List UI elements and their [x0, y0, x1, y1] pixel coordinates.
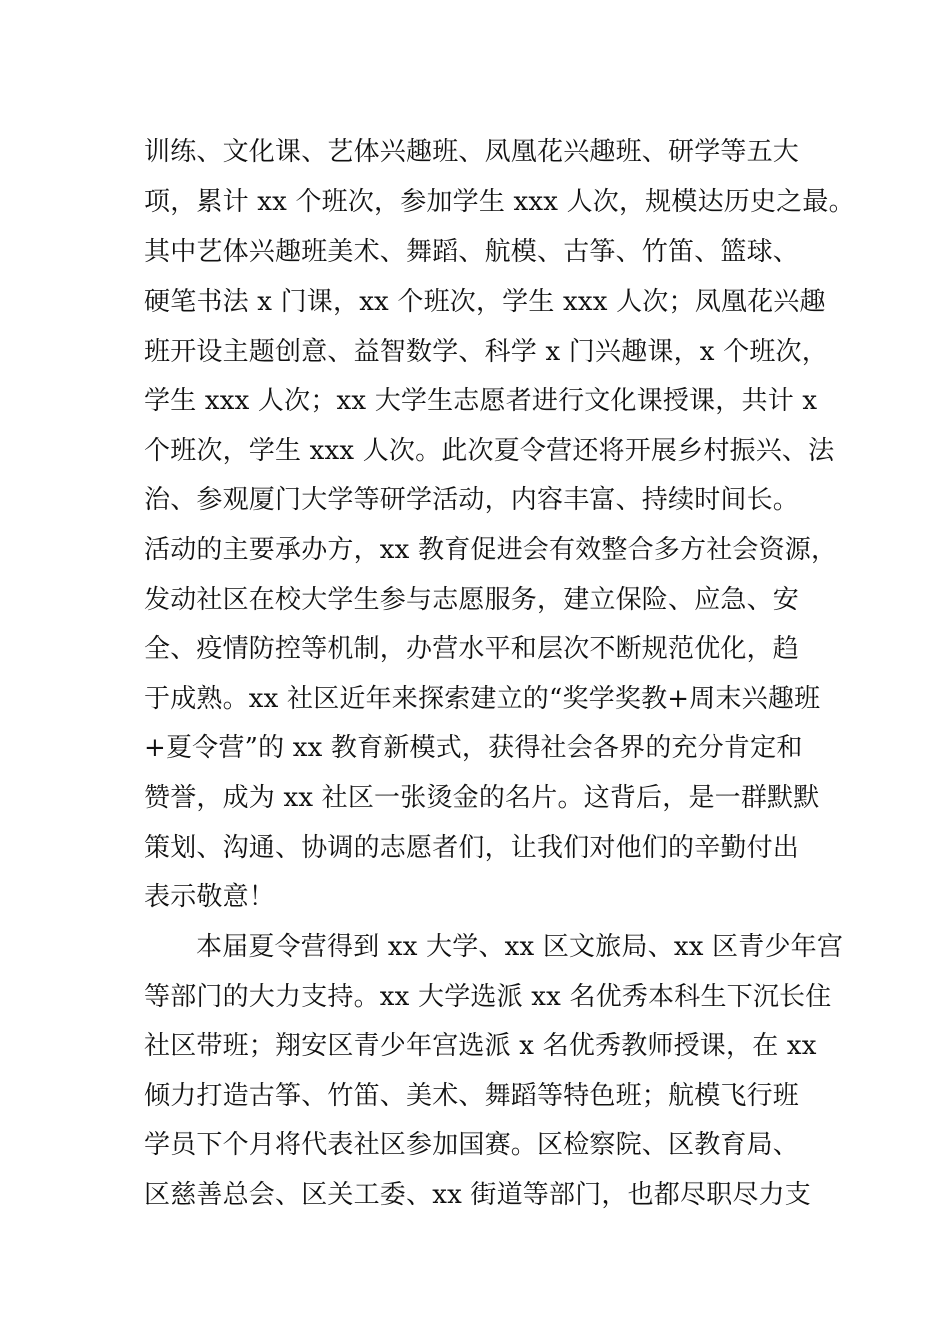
text-line: 于成熟。xx 社区近年来探索建立的“奖学奖教+周末兴趣班 — [144, 684, 821, 714]
text-line: 表示敬意！ — [144, 882, 276, 912]
text-line: 发动社区在校大学生参与志愿服务，建立保险、应急、安 — [144, 585, 800, 615]
text-line: 学员下个月将代表社区参加国赛。区检察院、区教育局、 — [144, 1130, 800, 1160]
text-line: 个班次，学生 xxx 人次。此次夏令营还将开展乡村振兴、法 — [144, 436, 835, 466]
text-line: 其中艺体兴趣班美术、舞蹈、航模、古筝、竹笛、篮球、 — [144, 237, 800, 267]
text-line: 治、参观厦门大学等研学活动，内容丰富、持续时间长。 — [144, 485, 800, 515]
text-line: 倾力打造古筝、竹笛、美术、舞蹈等特色班；航模飞行班 — [144, 1081, 800, 1111]
text-line: 区慈善总会、区关工委、xx 街道等部门，也都尽职尽力支 — [144, 1180, 811, 1210]
text-line: 活动的主要承办方，xx 教育促进会有效整合多方社会资源， — [144, 535, 838, 565]
text-line: 班开设主题创意、益智数学、科学 x 门兴趣课，x 个班次， — [144, 337, 828, 367]
text-line: 策划、沟通、协调的志愿者们，让我们对他们的辛勤付出 — [144, 833, 800, 863]
text-line: 训练、文化课、艺体兴趣班、凤凰花兴趣班、研学等五大 — [144, 137, 800, 167]
text-line: 等部门的大力支持。xx 大学选派 xx 名优秀本科生下沉长住 — [144, 982, 832, 1012]
text-line: 硬笔书法 x 门课，xx 个班次，学生 xxx 人次；凤凰花兴趣 — [144, 287, 826, 317]
text-line: 赞誉，成为 xx 社区一张烫金的名片。这背后，是一群默默 — [144, 783, 820, 813]
text-line: 全、疫情防控等机制，办营水平和层次不断规范优化，趋 — [144, 634, 800, 664]
text-line: +夏令营”的 xx 教育新模式，获得社会各界的充分肯定和 — [144, 733, 803, 763]
text-line: 学生 xxx 人次；xx 大学生志愿者进行文化课授课，共计 x — [144, 386, 818, 416]
text-line: 项，累计 xx 个班次，参加学生 xxx 人次，规模达历史之最。 — [144, 187, 855, 217]
text-line: 社区带班；翔安区青少年宫选派 x 名优秀教师授课，在 xx — [144, 1031, 817, 1061]
text-line-indented: 本届夏令营得到 xx 大学、xx 区文旅局、xx 区青少年宫 — [196, 932, 844, 962]
